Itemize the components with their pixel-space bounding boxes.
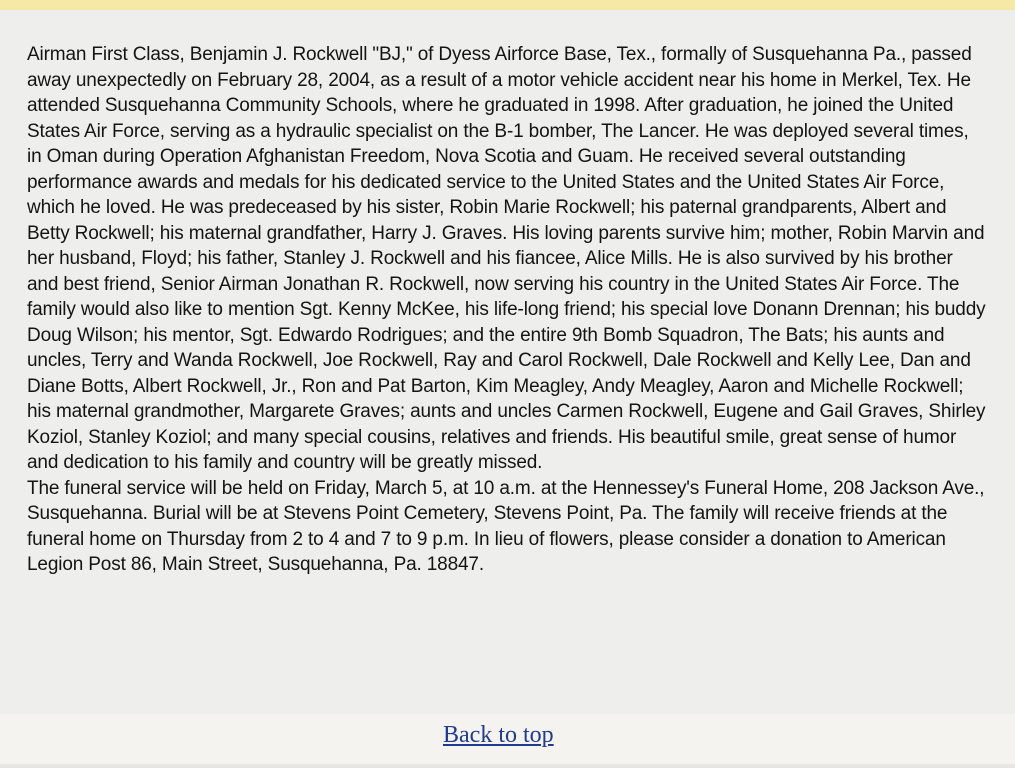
back-to-top-link[interactable]: Back to top (443, 722, 554, 748)
top-edge-strip (0, 0, 1015, 10)
bottom-divider (0, 764, 1015, 768)
obituary-text (27, 42, 987, 578)
obituary-paragraph-funeral: The funeral service will be held on Friday, March 5, at 10 a.m. at the Hennessey's Funeral Home, 208 Jackson Ave., Susquehanna. Burial will be at Stevens Point Cemetery, Stevens Point, Pa. The family will receive friends at the funeral home on Thursday from 2 to 4 and 7 to 9 p.m. In lieu of flowers, please consider a donation to American Legion Post 86, Main Street, Susquehanna, Pa. 18847. (27, 477, 985, 575)
obituary-paragraph-main: Airman First Class, Benjamin J. Rockwell "BJ," of Dyess Airforce Base, Tex., formally of Susquehanna Pa., passed away unexpectedly on February 28, 2004, as a result of a motor vehicle accident near his home in Merkel, Tex. He attended Susquehanna Community Schools, where he graduated in 1998. After graduation, he joined the United States Air Force, serving as a hydraulic specialist on the B-1 bomber, The Lancer. He was deployed several times, in Oman during Operation Afghanistan Freedom, Nova Scotia and Guam. He received several outstanding performance awards and medals for his dedicated service to the United States and the United States Air Force, which he loved. He was predeceased by his sister, Robin Marie Rockwell; his paternal grandparents, Albert and Betty Rockwell; his maternal grandfather, Harry J. Graves. His loving parents survive him; mother, Robin Marvin and her husband, Floyd; his father, Stanley J. Rockwell and his fiancee, Alice Mills. He is also survived by his brother and best friend, Senior Airman Jonathan R. Rockwell, now serving his country in the United States Air Force. The family would also like to mention Sgt. Kenny McKee, his life-long friend; his special love Donann Drennan; his buddy Doug Wilson; his mentor, Sgt. Edwardo Rodrigues; and the entire 9th Bomb Squadron, The Bats; his aunts and uncles, Terry and Wanda Rockwell, Joe Rockwell, Ray and Carol Rockwell, Dale Rockwell and Kelly Lee, Dan and Diane Botts, Albert Rockwell, Jr., Ron and Pat Barton, Kim Meagley, Andy Meagley, Aaron and Michelle Rockwell; his maternal grandmother, Margarete Graves; aunts and uncles Carmen Rockwell, Eugene and Gail Graves, Shirley Koziol, Stanley Koziol; and many special cousins, relatives and friends. His beautiful smile, great sense of humor and dedication to his family and country will be greatly missed. (27, 44, 986, 473)
